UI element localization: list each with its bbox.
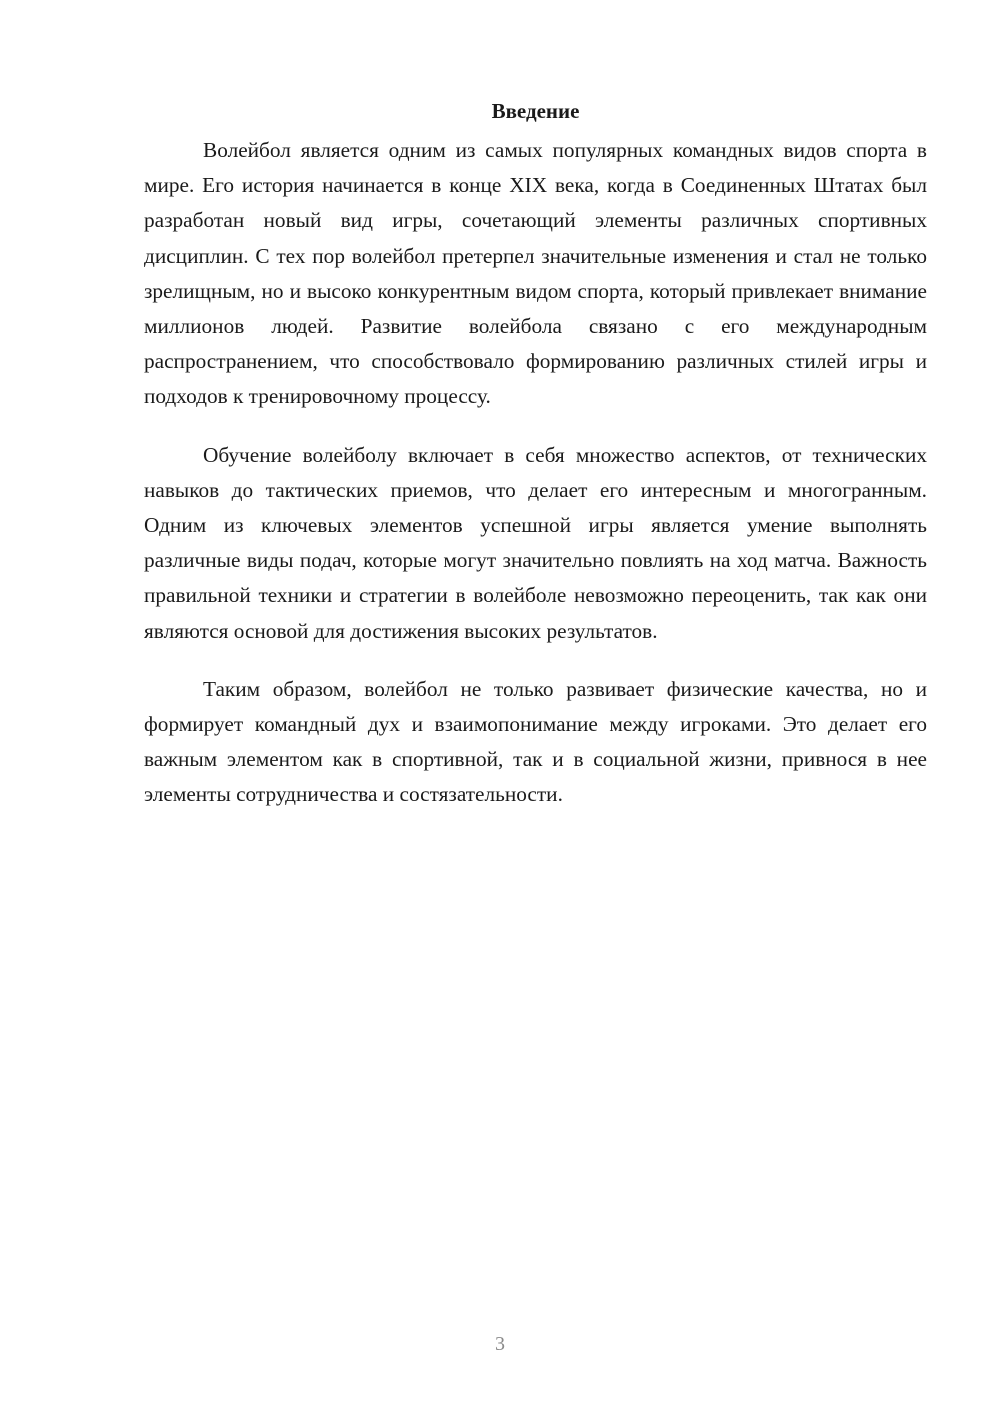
paragraph-3: Таким образом, волейбол не только развивает физические качества, но и формирует командный дух и взаимопонимание между игроками. Это делает его важным элементом как в спортивной, так и в социальной жизни, привнося в нее элементы сотрудничества и состязательности.	[144, 676, 927, 807]
paragraph-1: Волейбол является одним из самых популярных командных видов спорта в мире. Его история начинается в конце XIX века, когда в Соединенных Штатах был разработан новый вид игры, сочетающий элементы различных спортивных дисциплин. С тех пор волейбол претерпел значительные изменения и стал не только зрелищным, но и высоко конкурентным видом спорта, который привлекает внимание миллионов людей. Развитие волейбола связано с его международным распространением, что способствовало формированию различных стилей игры и подходов к тренировочному процессу.	[144, 138, 927, 409]
page-body	[144, 92, 927, 836]
page-number: 3	[495, 1333, 505, 1355]
paragraph-2: Обучение волейболу включает в себя множество аспектов, от технических навыков до тактических приемов, что делает его интересным и многогранным. Одним из ключевых элементов успешной игры является умение выполнять различные виды подач, которые могут значительно повлиять на ход матча. Важность правильной техники и стратегии в волейболе невозможно переоценить, так как они являются основой для достижения высоких результатов.	[144, 442, 927, 643]
page-title: Введение	[491, 99, 580, 123]
